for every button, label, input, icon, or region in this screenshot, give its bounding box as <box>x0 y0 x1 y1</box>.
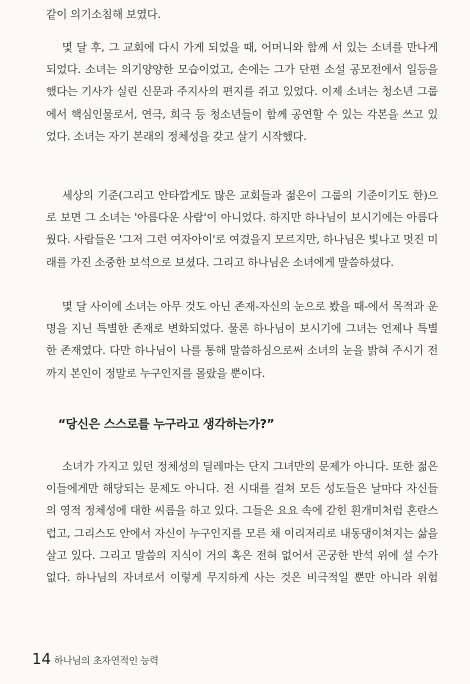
running-book-title: 하나님의 초자연적인 능력 <box>54 656 159 667</box>
paragraph-identity-dilemma: 소녀가 가지고 있던 정체성의 딜레마는 단지 그녀만의 문제가 아니다. 또한 젊은이들에게만 해당되는 문제도 아니다. 전 시대를 걸쳐 모든 성도들은 날마다 자신들의 영적 정체성에 대한 씨름을 하고 있다. 그들은 요요 속에 갇힌 흰개미처럼 혼란스럽고, 그리스도 안에서 자신이 누구인지를 모른 채 이리저리로 내동댕이쳐지는 삶을 살고 있다. 그리고 말씀의 지식이 거의 혹은 전혀 없어서 곤궁한 반석 위에 설 수가 없다. 하나님의 자녀로서 이렇게 무지하게 사는 것은 비극적일 뿐만 아니라 위험 <box>46 460 438 585</box>
paragraph-world-standard: 세상의 기준(그리고 안타깝게도 많은 교회들과 젊은이 그룹의 기준이기도 한)으로 보면 그 소녀는 '아름다운 사람'이 아니었다. 하지만 하나님이 보시기에는 아름다웠다. 사람들은 '그저 그런 여자아이'로 여겼을지 모르지만, 하나님은 빛나고 멋진 미래를 가진 소중한 보석으로 보셨다. 그리고 하나님은 소녀에게 말씀하셨다. <box>46 189 438 269</box>
page-footer <box>32 650 158 668</box>
page-number: 14 <box>32 650 52 668</box>
paragraph-special-being: 몇 달 사이에 소녀는 아무 것도 아닌 존재-자신의 눈으로 봤을 때-에서 목적과 운명을 지닌 특별한 존재로 변화되었다. 물론 하나님이 보시기에 그녀는 언제나 특별한 존재였다. 다만 하나님이 나를 통해 말씀하심으로써 소녀의 눈을 밝혀 주시기 전까지 본인이 정말로 누구인지를 몰랐을 뿐이다. <box>46 300 438 380</box>
paragraph-continued: 같이 의기소침해 보였다. <box>46 8 161 21</box>
section-heading: “당신은 스스로를 누구라고 생각하는가?” <box>58 417 275 431</box>
paragraph-girl-transformed: 몇 달 후, 그 교회에 다시 가게 되었을 때, 어머니와 함께 서 있는 소녀를 만나게 되었다. 소녀는 의기양양한 모습이었고, 손에는 그가 단편 소설 공모전에서 일등을 했다는 기사가 실린 신문과 주지사의 편지를 쥐고 있었다. 이제 소녀는 청소년 그룹에서 핵심인물로서, 연극, 희극 등 청소년들이 함께 공연할 수 있는 각본을 쓰고 있었다. 소녀는 자기 본래의 정체성을 갖고 살기 시작했다. <box>46 41 438 143</box>
